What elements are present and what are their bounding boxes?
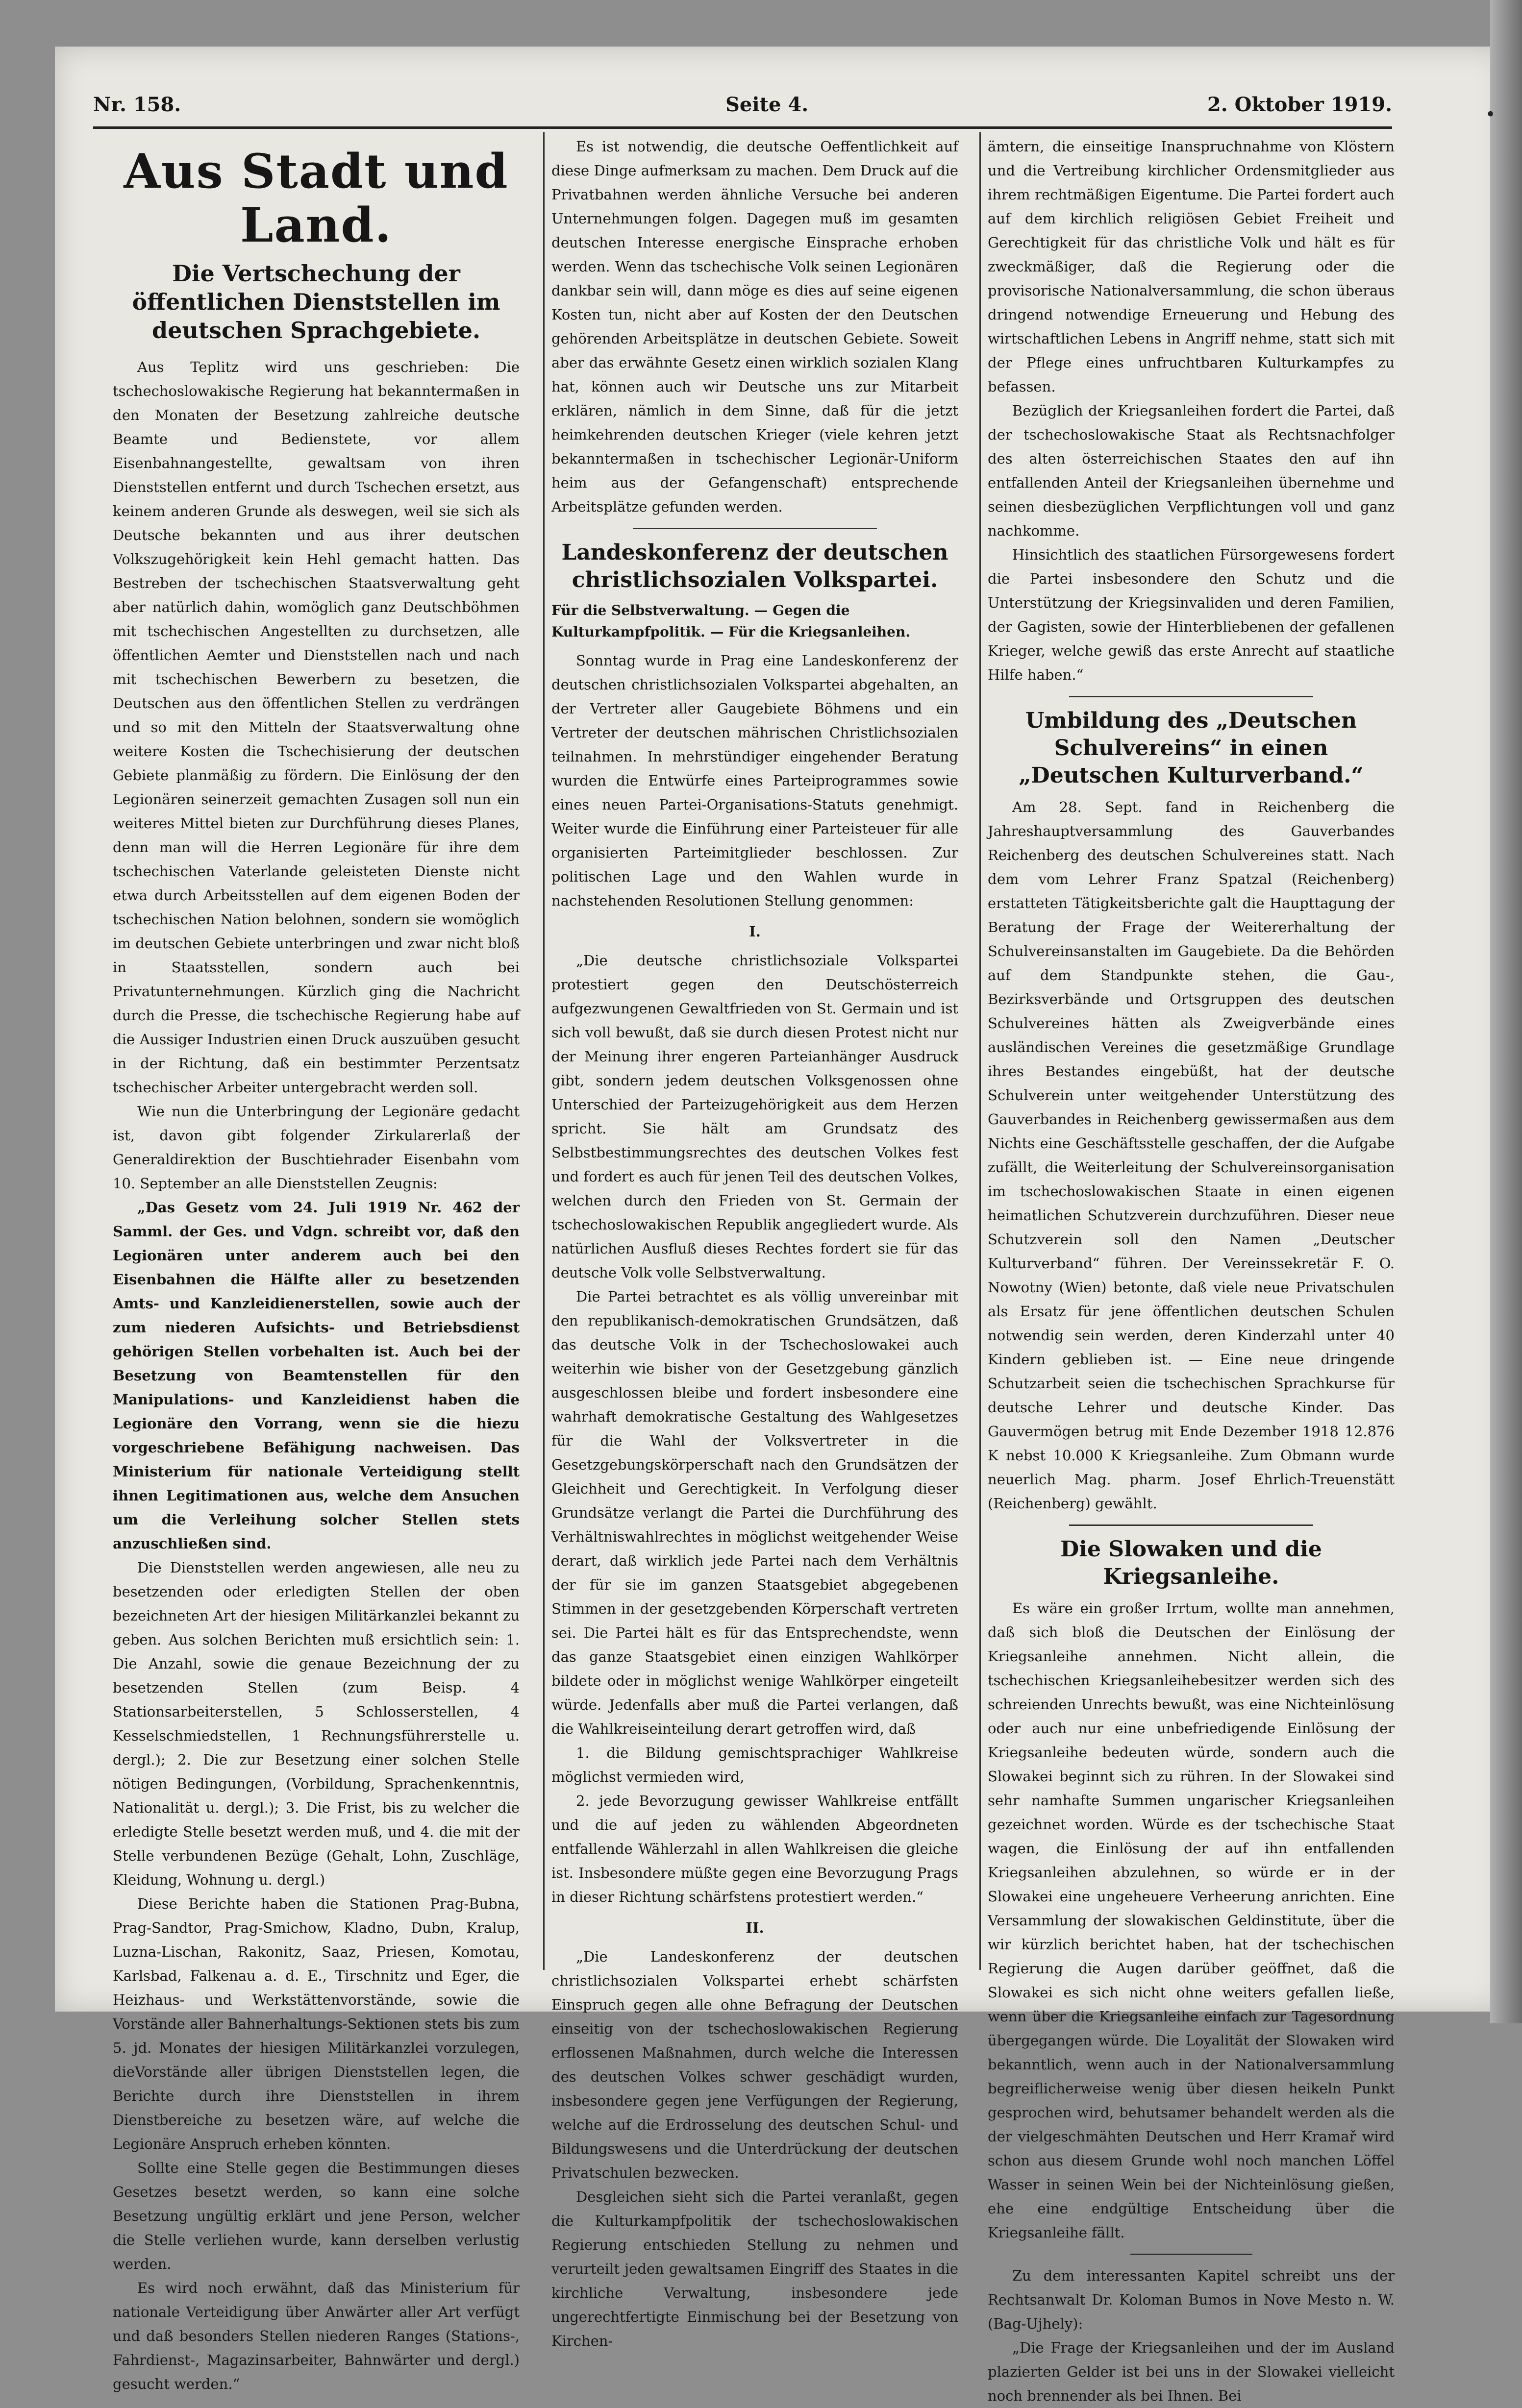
paragraph: Es ist notwendig, die deutsche Oeffentlichkeit auf diese Dinge aufmerksam zu machen. Dem Druck auf die Privatbahnen werden ähnliche Versuche bei anderen Unternehmungen folgen. Dagegen muß im gesamten deutschen Interesse energische Einsprache erhoben werden. Wenn das tschechische Volk seinen Legionären dankbar sein will, dann möge es dies auf seine eigenen Kosten tun, nicht aber auf Kosten der den Deutschen gehörenden Arbeitsplätze in deutschen Gebiete. Soweit aber das erwähnte Gesetz einen wirklich sozialen Klang hat, können auch wir Deutsche uns zur Mitarbeit erklären, nämlich in dem Sinne, daß für die jetzt heimkehrenden deutschen Krieger (viele kehren jetzt bekanntermaßen in tschechischer Legionär-Uniform heim aus der Gefangenschaft) entsprechende Arbeitsplätze gefunden werden. <box>551 138 958 515</box>
column-1 <box>113 135 520 2392</box>
paragraph: Aus Teplitz wird uns geschrieben: Die tschechoslowakische Regierung hat bekanntermaßen in den Monaten der Besetzung zahlreiche deutsche Beamte und Bedienstete, vor allem Eisenbahnangestellte, gewaltsam von ihren Dienststellen entfernt und durch Tschechen ersetzt, aus keinem anderen Grunde als deswegen, weil sie sich als Deutsche bekannten und aus ihrer deutschen Volkszugehörigkeit kein Hehl gemacht hatten. Das Bestreben der tschechischen Staatsverwaltung geht aber natürlich dahin, womöglich ganz Deutschböhmen mit tschechischen Angestellten zu durchsetzen, alle öffentlichen Aemter und Dienststellen nach und nach mit tschechischen Bewerbern zu besetzen, die Deutschen aus den öffentlichen Stellen zu verdrängen und so mit den Mitteln der Staatsverwaltung ohne weitere Kosten die Tschechisierung der deutschen Gebiete planmäßig zu fördern. Die Einlösung der den Legionären seinerzeit gemachten Zusagen soll nun ein weiteres Mittel bieten zur Durchführung dieses Planes, denn man will die Herren Legionäre für ihre dem tschechischen Vaterlande geleisteten Dienste nicht etwa durch Arbeitsstellen auf dem eigenen Boden der tschechischen Nation belohnen, sondern sie womöglich im deutschen Gebiete unterbringen und zwar nicht bloß in Staatsstellen, sondern auch bei Privatunternehmungen. Kürzlich ging die Nachricht durch die Presse, die tschechische Regierung habe auf die Aussiger Industrien einen Druck auszuüben gesucht in der Richtung, daß ein bestimmter Perzentsatz tschechischer Arbeiter untergebracht werden soll. <box>113 359 520 1096</box>
column-3 <box>988 135 1395 2404</box>
section-title-local-news: Aus Stadt und Land. <box>124 144 509 253</box>
separator <box>1130 2254 1252 2255</box>
paragraph: Hinsichtlich des staatlichen Fürsorgewesens fordert die Partei insbesondere den Schutz und die Unterstützung der Kriegsinvaliden und deren Familien, der Gagisten, sowie der Hinterbliebenen der gefallenen Krieger, welche gewiß das erste Anrecht auf staatliche Hilfe haben.“ <box>988 546 1395 683</box>
scan-mark: • <box>1485 105 1496 125</box>
paragraph: Es wäre ein großer Irrtum, wollte man annehmen, daß sich bloß die Deutschen der Einlösung der Kriegsanleihe annehmen. Nicht allein, die tschechischen Kriegsanleihebesitzer werden sich des schreienden Unrechts bewußt, was eine Nichteinlösung oder auch nur eine unbefriedigende Einlösung der Kriegsanleihe bedeuten würde, sondern auch die Slowakei beginnt sich zu rühren. In der Slowakei sind sehr namhafte Summen ungarischer Kriegsanleihen gezeichnet worden. Würde es der tschechische Staat wagen, die Einlösung der auf ihn entfallenden Kriegsanleihen abzulehnen, so würde er in der Slowakei eine ungeheuere Verheerung anrichten. Eine Versammlung der slowakischen Geldinstitute, über die wir kürzlich berichtet haben, hat der tschechischen Regierung die Augen darüber geöffnet, daß die Slowakei es sich nicht ohne weiters gefallen ließe, wenn über die Kriegsanleihe einfach zur Tagesordnung übergegangen würde. Die Loyalität der Slowaken wird bekanntlich, wenn auch in der Nationalversammlung begreiflicherweise wenig über diesen heikeln Punkt gesprochen wird, behutsamer behandelt werden als die der vielgeschmähten Deutschen und Herr Kramař wird schon aus diesem Grunde wohl noch manchen Löffel Wasser in seinen Wein bei der Nichteinlösung gießen, ehe eine endgültige Entscheidung über die Kriegsanleihe fällt. <box>988 1600 1395 2241</box>
separator <box>1069 1524 1313 1526</box>
article-title-landeskonferenz: Landeskonferenz der deutschen christlichsozialen Volkspartei. <box>561 540 948 592</box>
paragraph: 2. jede Bevorzugung gewisser Wahlkreise entfällt und die auf jeden zu wählenden Abgeordneten entfallende Wählerzahl in allen Wahlkreisen die gleiche ist. Insbesondere müßte gegen eine Bevorzugung Prags in dieser Richtung schärfstens protestiert werden.“ <box>551 1793 958 1905</box>
paragraph: Die Partei betrachtet es als völlig unvereinbar mit den republikanisch-demokratischen Grundsätzen, daß das deutsche Volk in der Tschechoslowakei auch weiterhin wie bisher von der Gesetzgebung gänzlich ausgeschlossen bleibe und fordert insbesondere eine wahrhaft demokratische Gestaltung des Wahlgesetzes für die Wahl der Volksvertreter in die Gesetzgebungskörperschaft nach den Grundsätzen der Gleichheit und Gerechtigkeit. In Verfolgung dieser Grundsätze verlangt die Partei die Durchführung des Verhältniswahlrechtes in möglichst weitgehender Weise derart, daß wirklich jede Partei nach dem Verhältnis der für sie im ganzen Staatsgebiet abgegebenen Stimmen in der gesetzgebenden Körperschaft vertreten sei. Die Partei hält es für das Entsprechendste, wenn das ganze Staatsgebiet einen einzigen Wahlkörper bildete oder in möglichst wenige Wahlkörper eingeteilt würde. Jedenfalls aber muß die Partei verlangen, daß die Wahlkreiseinteilung derart getroffen wird, daß <box>551 1288 958 1737</box>
separator <box>1069 696 1313 697</box>
resolution-numeral: II. <box>746 1919 764 1936</box>
page-number: Seite 4. <box>725 93 809 116</box>
quoted-decree: „Das Gesetz vom 24. Juli 1919 Nr. 462 der Samml. der Ges. und Vdgn. schreibt vor, daß den Legionären unter anderem auch bei den Eisenbahnen die Hälfte aller zu besetzenden Amts- und Kanzleidienerstellen, sowie auch der zum niederen Aufsichts- und Betriebsdienst gehörigen Stellen vorbehalten ist. Auch bei der Besetzung von Beamtenstellen für den Manipulations- und Kanzleidienst haben die Legionäre den Vorrang, wenn sie die hiezu vorgeschriebene Befähigung nachweisen. Das Ministerium für nationale Verteidigung stellt ihnen Legitimationen aus, welche dem Ansuchen um die Verleihung solcher Stellen stets anzuschließen sind. <box>113 1199 520 1552</box>
paragraph: Wie nun die Unterbringung der Legionäre gedacht ist, davon gibt folgender Zirkularerlaß der Generaldirektion der Buschtiehrader Eisenbahn vom 10. September an alle Dienststellen Zeugnis: <box>113 1103 520 1192</box>
paragraph: 1. die Bildung gemischtsprachiger Wahlkreise möglichst vermieden wird, <box>551 1745 958 1785</box>
paragraph: „Die Landeskonferenz der deutschen christlichsozialen Volkspartei erhebt schärfsten Einspruch gegen alle ohne Befragung der Deutschen einseitig von der tschechoslowakischen Regierung erflossenen Maßnahmen, durch welche die Interessen des deutschen Volkes schwer geschädigt wurden, insbesondere gegen jene Verfügungen der Regierung, welche auf die Erdrosselung des deutschen Schul- und Bildungswesens und die Unterdrückung der deutschen Privatschulen bezwecken. <box>551 1948 958 2181</box>
paragraph: Sollte eine Stelle gegen die Bestimmungen dieses Gesetzes besetzt werden, so kann eine solche Besetzung ungültig erklärt und jene Person, welcher die Stelle verliehen wurde, kann derselben verlustig werden. <box>113 2160 520 2272</box>
paragraph: Bezüglich der Kriegsanleihen fordert die Partei, daß der tschechoslowakische Staat als Rechtsnachfolger des alten österreichischen Staates den auf ihn entfallenden Anteil der Kriegsanleihen übernehme und seinen diesbezüglichen Verpflichtungen voll und ganz nachkomme. <box>988 402 1395 539</box>
column-2 <box>551 135 958 2349</box>
issue-number: Nr. 158. <box>93 93 181 116</box>
column-divider-2 <box>979 132 981 1970</box>
resolution-numeral: I. <box>749 923 761 940</box>
paragraph: „Die Frage der Kriegsanleihen und der im Ausland plazierten Gelder ist bei uns in der Slowakei vielleicht noch brennender als bei Ihnen. Bei <box>988 2339 1395 2404</box>
article-title-schulverein: Umbildung des „Deutschen Schulvereins“ in einen „Deutschen Kulturverband.“ <box>1019 708 1364 788</box>
paragraph: Am 28. Sept. fand in Reichenberg die Jahreshauptversammlung des Gauverbandes Reichenberg des deutschen Schulvereines statt. Nach dem vom Lehrer Franz Spatzal (Reichenberg) erstatteten Tätigkeitsberichte galt die Haupttagung der Beratung der Frage der Weitererhaltung der Schulvereinsanstalten im Gaugebiete. Da die Behörden auf dem Standpunkte stehen, die Gau-, Bezirksverbände und Ortsgruppen des deutschen Schulvereines hätten als Zweigverbände eines ausländischen Vereines die gesetzmäßige Grundlage ihres Bestandes eingebüßt, hat der deutsche Schulverein unter weitgehender Unterstützung des Gauverbandes in Reichenberg gewissermaßen aus dem Nichts eine Geschäftsstelle geschaffen, der die Aufgabe zufällt, die Weiterleitung der Schulvereinsorganisation im tschechoslowakischen Staate in einen eigenen heimatlichen Schutzverein durchzuführen. Dieser neue Schutzverein soll den Namen „Deutscher Kulturverband“ führen. Der Vereinssekretär F. O. Nowotny (Wien) betonte, daß viele neue Privatschulen als Ersatz für jene öffentlichen deutschen Schulen notwendig sein werden, deren Kinderzahl unter 40 Kindern geblieben ist. — Eine neue dringende Schutzarbeit seien die tschechischen Sprachkurse für deutsche Lehrer und deutsche Kinder. Das Gauvermögen betrug mit Ende Dezember 1918 12.876 K nebst 10.000 K Kriegsanleihe. Zum Obmann wurde neuerlich Mag. pharm. Josef Ehrlich-Treuenstätt (Reichenberg) gewählt. <box>988 799 1395 1512</box>
article-title-slowaken: Die Slowaken und die Kriegsanleihe. <box>1060 1537 1322 1589</box>
separator <box>633 528 877 529</box>
article-title-vertschechung: Die Vertschechung der öffentlichen Dienststellen im deutschen Sprachgebiete. <box>132 260 500 344</box>
issue-date: 2. Oktober 1919. <box>1207 93 1392 116</box>
paragraph: Zu dem interessanten Kapitel schreibt uns der Rechtsanwalt Dr. Koloman Bumos in Nove Mesto n. W. (Bag-Ujhely): <box>988 2267 1395 2332</box>
paragraph: Sonntag wurde in Prag eine Landeskonferenz der deutschen christlichsozialen Volkspartei abgehalten, an der Vertreter aller Gaugebiete Böhmens und ein Vertreter der deutschen mährischen Christlichsozialen teilnahmen. In mehrstündiger eingehender Beratung wurden die Entwürfe eines Parteiprogrammes sowie eines neuen Partei-Organisations-Statuts genehmigt. Weiter wurde die Einführung einer Parteisteuer für alle organisierten Parteimitglieder beschlossen. Zur politischen Lage und den Wahlen wurde in nachstehenden Resolutionen Stellung genommen: <box>551 652 958 909</box>
paragraph: Desgleichen sieht sich die Partei veranlaßt, gegen die Kulturkampfpolitik der tschechoslowakischen Regierung entschieden Stellung zu nehmen und verurteilt jeden gewaltsamen Eingriff des Staates in die kirchliche Verwaltung, insbesondere jede ungerechtfertigte Einmischung bei der Besetzung von Kirchen- <box>551 2188 958 2349</box>
header-rule <box>93 126 1392 129</box>
column-divider-1 <box>543 132 545 1970</box>
scan-edge <box>1490 0 1522 2023</box>
paragraph: ämtern, die einseitige Inanspruchnahme von Klöstern und die Vertreibung kirchlicher Ordensmitglieder aus ihrem rechtmäßigen Eigentume. Die Partei fordert auch auf dem kirchlich religiösen Gebiet Freiheit und Gerechtigkeit für das christliche Volk und hält es für zweckmäßiger, daß die Regierung oder die provisorische Nationalversammlung, die schon überaus dringend notwendige Erneuerung und Hebung des wirtschaftlichen Lebens in Angriff nehme, statt sich mit der Pflege eines unfruchtbaren Kulturkampfes zu befassen. <box>988 138 1395 395</box>
paragraph: „Die deutsche christlichsoziale Volkspartei protestiert gegen den Deutschösterreich aufgezwungenen Gewaltfrieden von St. Germain und ist sich voll bewußt, daß sie durch diesen Protest nicht nur der Meinung ihrer engeren Parteianhänger Ausdruck gibt, sondern jedem deutschen Volksgenossen ohne Unterschied der Parteizugehörigkeit aus dem Herzen spricht. Sie hält am Grundsatz des Selbstbestimmungsrechtes des deutschen Volkes fest und fordert es auch für jenen Teil des deutschen Volkes, welchen durch den Frieden von St. Germain der tschechoslowakischen Republik angegliedert wurde. Als natürlichen Ausfluß dieses Rechtes fordert sie für das deutsche Volk volle Selbstverwaltung. <box>551 952 958 1281</box>
article-subtitle: Für die Selbstverwaltung. — Gegen die Kulturkampfpolitik. — Für die Kriegsanleihen. <box>551 602 911 640</box>
page-header <box>93 93 1392 123</box>
paragraph: Es wird noch erwähnt, daß das Ministerium für nationale Verteidigung über Anwärter aller Art verfügt und daß besonders Stellen niederen Ranges (Stations-, Fahrdienst-, Magazinsarbeiter, Bahnwärter und dergl.) gesucht werden.“ <box>113 2280 520 2392</box>
paragraph: Die Dienststellen werden angewiesen, alle neu zu besetzenden oder erledigten Stellen der oben bezeichneten Art der hiesigen Militärkanzlei bekannt zu geben. Aus solchen Berichten muß ersichtlich sein: 1. Die Anzahl, sowie die genaue Bezeichnung der zu besetzenden Stellen (zum Beisp. 4 Stationsarbeiterstellen, 5 Schlosserstellen, 4 Kesselschmiedstellen, 1 Rechnungsführerstelle u. dergl.); 2. Die zur Besetzung einer solchen Stelle nötigen Bedingungen, (Vorbildung, Sprachenkenntnis, Nationalität u. dergl.); 3. Die Frist, bis zu welcher die erledigte Stelle besetzt werden muß, und 4. die mit der Stelle verbundenen Bezüge (Gehalt, Lohn, Zuschläge, Kleidung, Wohnung u. dergl.) <box>113 1559 520 1888</box>
paragraph: Diese Berichte haben die Stationen Prag-Bubna, Prag-Sandtor, Prag-Smichow, Kladno, Dubn, Kralup, Luzna-Lischan, Rakonitz, Saaz, Priesen, Komotau, Karlsbad, Falkenau a. d. E., Tirschnitz und Eger, die Heizhaus- und Werkstättenvorstände, sowie die Vorstände aller Bahnerhaltungs-Sektionen stets bis zum 5. jd. Monates der hiesigen Militärkanzlei vorzulegen, dieVorstände aller übrigen Dienststellen legen, die Berichte durch ihre Dienststellen in ihrem Dienstbereiche zu besetzen wäre, auf welche die Legionäre Anspruch erheben könnten. <box>113 1895 520 2152</box>
